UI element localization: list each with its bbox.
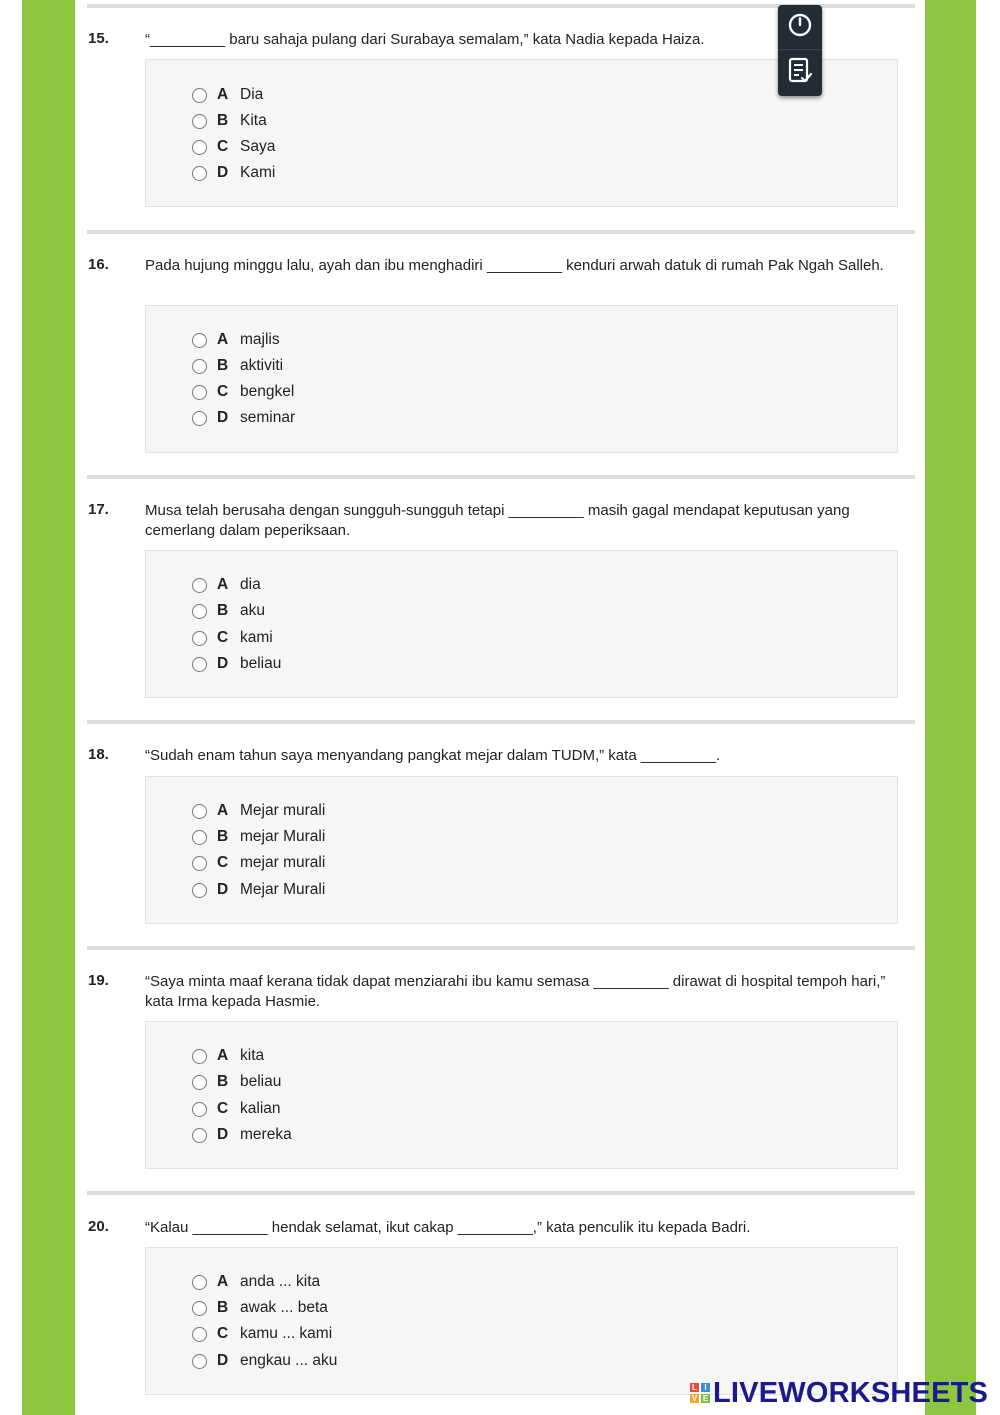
- brand-mark-icon: [690, 1383, 710, 1403]
- option-c[interactable]: [192, 628, 273, 648]
- option-label: kita: [240, 1047, 265, 1064]
- question-text: Musa telah berusaha dengan sungguh-sungguh tetapi _________ masih gagal mendapat keputusan yang cemerlang dalam peperiksaan.: [145, 502, 850, 539]
- radio-button[interactable]: [192, 1301, 207, 1316]
- option-d[interactable]: [192, 1351, 337, 1371]
- radio-button[interactable]: [192, 1128, 207, 1143]
- option-b[interactable]: [192, 601, 265, 621]
- worksheet-page: [75, 0, 925, 1415]
- section-divider: [87, 946, 915, 950]
- option-letter: B: [217, 602, 229, 619]
- option-d[interactable]: [192, 163, 275, 183]
- radio-button[interactable]: [192, 1102, 207, 1117]
- option-letter: A: [217, 1273, 229, 1290]
- option-letter: C: [217, 383, 229, 400]
- option-a[interactable]: [192, 1272, 320, 1292]
- option-label: mejar murali: [240, 854, 326, 871]
- option-letter: B: [217, 112, 229, 129]
- radio-button[interactable]: [192, 166, 207, 181]
- option-letter: D: [217, 1352, 229, 1369]
- option-letter: A: [217, 1047, 229, 1064]
- option-letter: C: [217, 138, 229, 155]
- option-d[interactable]: [192, 880, 325, 900]
- option-letter: C: [217, 1100, 229, 1117]
- options-box: [145, 776, 898, 924]
- options-box: [145, 1247, 898, 1395]
- option-b[interactable]: [192, 356, 283, 376]
- option-label: mereka: [240, 1126, 292, 1143]
- radio-button[interactable]: [192, 856, 207, 871]
- radio-button[interactable]: [192, 385, 207, 400]
- option-letter: A: [217, 331, 229, 348]
- question-number: 17.: [88, 501, 109, 518]
- radio-button[interactable]: [192, 1049, 207, 1064]
- option-label: awak ... beta: [240, 1299, 328, 1316]
- question-text: “Saya minta maaf kerana tidak dapat menziarahi ibu kamu semasa _________ dirawat di hospital tempoh hari,” kata Irma kepada Hasmie.: [145, 973, 886, 1010]
- options-box: [145, 305, 898, 453]
- radio-button[interactable]: [192, 830, 207, 845]
- option-label: kalian: [240, 1100, 281, 1117]
- option-label: seminar: [240, 409, 296, 426]
- radio-button[interactable]: [192, 883, 207, 898]
- radio-button[interactable]: [192, 140, 207, 155]
- question-number: 19.: [88, 972, 109, 989]
- option-letter: D: [217, 1126, 229, 1143]
- section-divider: [87, 230, 915, 234]
- options-box: [145, 550, 898, 698]
- radio-button[interactable]: [192, 333, 207, 348]
- option-b[interactable]: [192, 827, 325, 847]
- option-c[interactable]: [192, 382, 294, 402]
- radio-button[interactable]: [192, 804, 207, 819]
- question-number: 16.: [88, 256, 109, 273]
- question-number: 15.: [88, 30, 109, 47]
- option-letter: B: [217, 1073, 229, 1090]
- option-letter: D: [217, 655, 229, 672]
- option-label: beliau: [240, 655, 282, 672]
- liveworksheets-logo: [690, 1376, 988, 1410]
- option-b[interactable]: [192, 1298, 328, 1318]
- timer-icon: [787, 12, 813, 43]
- section-divider: [87, 475, 915, 479]
- option-a[interactable]: [192, 575, 261, 595]
- checklist-button[interactable]: [778, 49, 822, 96]
- option-a[interactable]: [192, 85, 263, 105]
- option-letter: C: [217, 1325, 229, 1342]
- radio-button[interactable]: [192, 411, 207, 426]
- section-divider: [87, 720, 915, 724]
- option-letter: A: [217, 802, 229, 819]
- option-label: mejar Murali: [240, 828, 326, 845]
- option-letter: D: [217, 881, 229, 898]
- option-label: majlis: [240, 331, 280, 348]
- radio-button[interactable]: [192, 657, 207, 672]
- option-label: Mejar murali: [240, 802, 326, 819]
- question-text: “_________ baru sahaja pulang dari Surabaya semalam,” kata Nadia kepada Haiza.: [145, 31, 705, 48]
- option-label: aktiviti: [240, 357, 284, 374]
- radio-button[interactable]: [192, 114, 207, 129]
- brand-mark-letter: I: [701, 1383, 710, 1392]
- option-a[interactable]: [192, 801, 325, 821]
- option-label: Saya: [240, 138, 276, 155]
- brand-mark-letter: E: [702, 1394, 709, 1403]
- radio-button[interactable]: [192, 1327, 207, 1342]
- question-number: 18.: [88, 746, 109, 763]
- option-letter: B: [217, 828, 229, 845]
- option-a[interactable]: [192, 330, 280, 350]
- brand-name: LIVEWORKSHEETS: [713, 1376, 989, 1409]
- option-label: Dia: [240, 86, 264, 103]
- option-c[interactable]: [192, 1324, 332, 1344]
- option-letter: C: [217, 629, 229, 646]
- option-label: Kita: [240, 112, 267, 129]
- option-letter: D: [217, 409, 229, 426]
- option-letter: C: [217, 854, 229, 871]
- timer-button[interactable]: [778, 5, 822, 49]
- right-frame-border: [925, 0, 976, 1415]
- section-divider: [87, 1191, 915, 1195]
- option-c[interactable]: [192, 1099, 281, 1119]
- radio-button[interactable]: [192, 1354, 207, 1369]
- option-label: engkau ... aku: [240, 1352, 338, 1369]
- option-c[interactable]: [192, 853, 325, 873]
- options-box: [145, 1021, 898, 1169]
- option-label: Kami: [240, 164, 276, 181]
- question-text: “Sudah enam tahun saya menyandang pangkat mejar dalam TUDM,” kata _________.: [145, 747, 721, 764]
- option-label: bengkel: [240, 383, 295, 400]
- option-label: Mejar Murali: [240, 881, 326, 898]
- brand-mark-letter: L: [690, 1383, 699, 1392]
- option-letter: B: [217, 1299, 229, 1316]
- radio-button[interactable]: [192, 631, 207, 646]
- radio-button[interactable]: [192, 1075, 207, 1090]
- option-c[interactable]: [192, 137, 275, 157]
- radio-button[interactable]: [192, 578, 207, 593]
- checklist-icon: [786, 56, 814, 91]
- question-text: “Kalau _________ hendak selamat, ikut cakap _________,” kata penculik itu kepada Badri.: [145, 1219, 751, 1236]
- option-a[interactable]: [192, 1046, 264, 1066]
- option-d[interactable]: [192, 408, 295, 428]
- question-number: 20.: [88, 1218, 109, 1235]
- option-d[interactable]: [192, 1125, 292, 1145]
- option-letter: A: [217, 86, 229, 103]
- option-letter: B: [217, 357, 229, 374]
- option-d[interactable]: [192, 654, 281, 674]
- option-label: anda ... kita: [240, 1273, 321, 1290]
- option-b[interactable]: [192, 1072, 281, 1092]
- option-b[interactable]: [192, 111, 267, 131]
- option-letter: A: [217, 576, 229, 593]
- option-label: kamu ... kami: [240, 1325, 333, 1342]
- option-label: kami: [240, 629, 273, 646]
- option-label: beliau: [240, 1073, 282, 1090]
- left-frame-border: [22, 0, 75, 1415]
- radio-button[interactable]: [192, 604, 207, 619]
- option-letter: D: [217, 164, 229, 181]
- brand-mark-letter: V: [691, 1394, 698, 1403]
- option-label: aku: [240, 602, 265, 619]
- option-label: dia: [240, 576, 261, 593]
- question-text: Pada hujung minggu lalu, ayah dan ibu menghadiri _________ kenduri arwah datuk di rumah Pak Ngah Salleh.: [145, 257, 884, 274]
- radio-button[interactable]: [192, 88, 207, 103]
- radio-button[interactable]: [192, 359, 207, 374]
- radio-button[interactable]: [192, 1275, 207, 1290]
